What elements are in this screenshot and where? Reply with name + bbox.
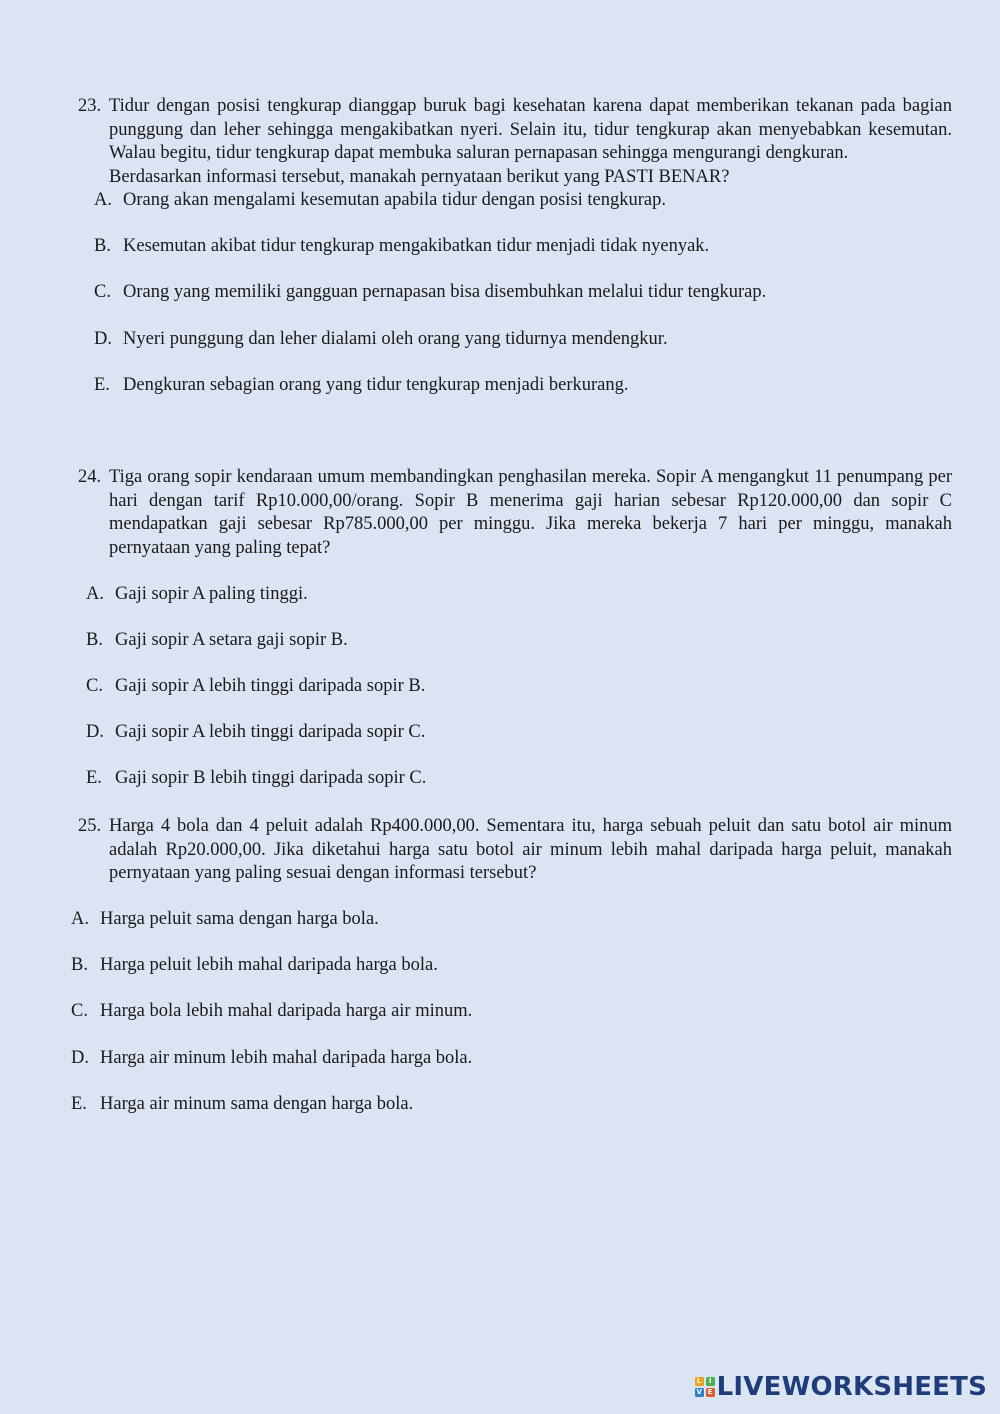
liveworksheets-logo-icon — [695, 1377, 715, 1397]
option-letter: A. — [86, 583, 104, 604]
option-e[interactable] — [94, 374, 952, 398]
option-c[interactable] — [86, 675, 952, 699]
option-letter: D. — [71, 1047, 89, 1068]
option-d[interactable] — [71, 1047, 952, 1071]
option-text: Nyeri punggung dan leher dialami oleh orang yang tidurnya mendengkur. — [123, 328, 668, 349]
option-letter: A. — [71, 909, 89, 929]
option-text: Gaji sopir B lebih tinggi daripada sopir C. — [115, 768, 427, 789]
question-text: Harga 4 bola dan 4 peluit adalah Rp400.000,00. Sementara itu, harga sebuah peluit dan satu botol air minum adalah Rp20.000,00. Jika diketahui harga satu botol air minum lebih mahal daripada harga peluit, manakah pernyataan yang paling sesuai dengan informasi tersebut? — [109, 816, 952, 883]
option-b[interactable] — [71, 954, 952, 978]
question-text: Tidur dengan posisi tengkurap dianggap buruk bagi kesehatan karena dapat memberikan tekanan pada bagian punggung dan leher sehingga mengakibatkan nyeri. Selain itu, tidur tengkurap akan menyebabkan kesemutan. Walau begitu, tidur tengkurap dapat membuka saluran pernapasan sehingga mengurangi dengkuran. — [109, 96, 952, 163]
option-text: Kesemutan akibat tidur tengkurap mengakibatkan tidur menjadi tidak nyenyak. — [123, 236, 710, 257]
option-c[interactable] — [71, 1000, 952, 1024]
option-text: Harga bola lebih mahal daripada harga air minum. — [100, 1001, 473, 1022]
option-letter: E. — [94, 374, 110, 395]
option-a[interactable] — [86, 583, 952, 607]
option-letter: E. — [71, 1093, 87, 1114]
answer-options — [71, 908, 952, 1116]
option-text: Harga air minum lebih mahal daripada harga bola. — [100, 1047, 473, 1068]
option-letter: C. — [86, 675, 103, 696]
question-number: 25. — [78, 816, 102, 836]
option-letter: C. — [94, 282, 111, 303]
option-letter: B. — [94, 236, 111, 257]
option-text: Harga peluit sama dengan harga bola. — [100, 909, 379, 929]
logo-cell-4: E — [706, 1388, 715, 1397]
option-d[interactable] — [94, 328, 952, 352]
option-text: Harga air minum sama dengan harga bola. — [100, 1093, 414, 1114]
question-23 — [78, 95, 952, 420]
option-letter: C. — [71, 1001, 88, 1022]
option-a[interactable] — [71, 908, 952, 932]
option-text: Gaji sopir A paling tinggi. — [115, 583, 308, 604]
question-25 — [71, 815, 952, 1139]
logo-cell-3: V — [696, 1388, 702, 1396]
option-letter: E. — [86, 768, 102, 789]
logo-cell-1: L — [695, 1377, 704, 1386]
option-letter: D. — [94, 328, 112, 349]
option-text: Gaji sopir A setara gaji sopir B. — [115, 629, 348, 650]
question-number: 24. — [78, 467, 102, 487]
option-a[interactable] — [94, 189, 952, 213]
question-number: 23. — [78, 96, 102, 116]
option-text: Harga peluit lebih mahal daripada harga bola. — [100, 955, 438, 976]
option-text: Dengkuran sebagian orang yang tidur tengkurap menjadi berkurang. — [123, 374, 629, 395]
logo-text: LIVEWORKSHEETS — [716, 1372, 987, 1402]
option-text: Orang yang memiliki gangguan pernapasan bisa disembuhkan melalui tidur tengkurap. — [123, 282, 767, 303]
question-prompt: Berdasarkan informasi tersebut, manakah pernyataan berikut yang PASTI BENAR? — [109, 166, 730, 187]
question-24 — [78, 466, 952, 813]
answer-options — [86, 583, 952, 791]
option-letter: A. — [94, 190, 112, 210]
option-b[interactable] — [86, 629, 952, 653]
option-d[interactable] — [86, 721, 952, 745]
option-letter: B. — [86, 629, 103, 650]
option-e[interactable] — [86, 767, 952, 791]
answer-options — [94, 189, 952, 397]
option-text: Gaji sopir A lebih tinggi daripada sopir B. — [115, 675, 426, 696]
option-text: Orang akan mengalami kesemutan apabila tidur dengan posisi tengkurap. — [123, 190, 667, 210]
option-letter: D. — [86, 722, 104, 743]
logo-cell-2: I — [706, 1377, 715, 1386]
option-text: Gaji sopir A lebih tinggi daripada sopir C. — [115, 722, 426, 743]
option-letter: B. — [71, 955, 88, 976]
option-c[interactable] — [94, 281, 952, 305]
option-e[interactable] — [71, 1093, 952, 1117]
question-text: Tiga orang sopir kendaraan umum membandingkan penghasilan mereka. Sopir A mengangkut 11 penumpang per hari dengan tarif Rp10.000,00/orang. Sopir B menerima gaji harian sebesar Rp120.000,00 dan sopir C mendapatkan gaji sebesar Rp785.000,00 per minggu. Jika mereka bekerja 7 hari per minggu, manakah pernyataan yang paling tepat? — [109, 467, 952, 558]
option-b[interactable] — [94, 235, 952, 259]
liveworksheets-logo[interactable] — [695, 1372, 987, 1402]
